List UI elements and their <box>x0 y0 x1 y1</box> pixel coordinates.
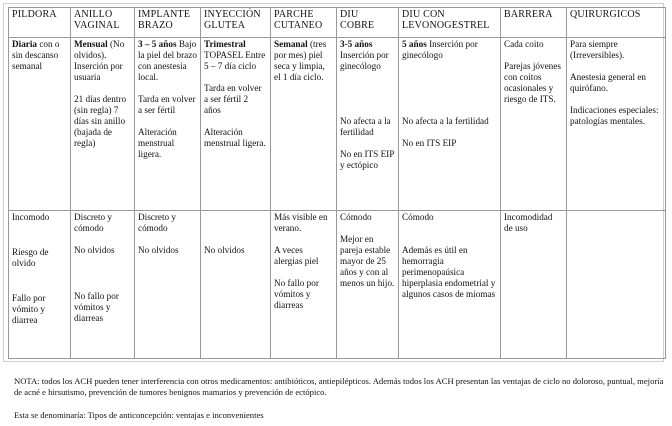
cell-text: No fallo por vómitos y diarreas <box>274 278 319 310</box>
cell-text: No olvidos <box>204 245 245 255</box>
cell-barrera <box>501 38 567 211</box>
cell-text: No en ITS EIP <box>402 138 457 148</box>
header-cell: PARCHE CUTANEO <box>271 8 337 38</box>
cell-bold: 3-5 años <box>340 39 373 49</box>
table-frame <box>3 3 664 362</box>
cell-quirurgicos <box>567 38 666 211</box>
contraception-table <box>8 7 666 359</box>
cell-inyeccion <box>201 38 271 211</box>
cell-text: No olvidos <box>138 245 179 255</box>
cell-text: No en ITS EIP y ectópico <box>340 149 395 170</box>
cell-text: Alteración menstrual ligera. <box>138 127 177 159</box>
cell-text: Discreto y cómodo <box>74 212 113 233</box>
pros-cons-row <box>9 211 666 359</box>
cell-text: A veces alergias piel <box>274 245 319 266</box>
cell-pildora <box>9 38 71 211</box>
cell-text: con o sin descanso semanal <box>12 39 60 71</box>
cell-text: Bajo la piel del brazo con anestesia local. <box>138 39 197 82</box>
cell-diu-cobre <box>337 38 399 211</box>
cell-text: Tarda en volver a ser fértil <box>138 94 196 115</box>
footnote: NOTA: todos los ACH pueden tener interferencia con otros medicamentos: antibióticos, antiepilépticos. Además todos los ACH presentan las ventajas de ciclo no doloroso, puntual, mejoría de acné e hirsutismo, prevención de tumores benignos mamarios y prevención de ectópico. <box>14 376 664 397</box>
cell-pildora <box>9 211 71 359</box>
cell-text: (tres por mes) piel seca y limpia, el 1 día ciclo. <box>274 39 327 82</box>
cell-anillo <box>71 38 135 211</box>
header-cell: DIU CON LEVONOGESTREL <box>399 8 501 38</box>
cell-text: Tarda en volver a ser fértil 2 años <box>204 83 262 115</box>
cell-text: Alteración menstrual ligera. <box>204 127 266 148</box>
header-cell: IMPLANTE BRAZO <box>135 8 201 38</box>
denomination-caption: Esta se denominaría: Tipos de anticoncepción: ventajas e inconvenientes <box>14 410 264 420</box>
cell-text: Cómodo <box>340 212 372 222</box>
cell-text: Además es útil en hemorragia perimenopaúsica hiperplasia endometrial y algunos casos de miomas <box>402 245 496 299</box>
cell-bold: 5 años <box>402 39 427 49</box>
header-cell: ANILLO VAGINAL <box>71 8 135 38</box>
cell-text: Más visible en verano. <box>274 212 328 233</box>
cell-implante <box>135 38 201 211</box>
cell-text: TOPASEL Entre 5 – 7 día ciclo <box>204 50 266 71</box>
cell-text: Incomodidad de uso <box>504 212 553 233</box>
cell-bold: Diaria <box>12 39 38 49</box>
cell-text: Para siempre (Irreversibles). <box>570 39 625 60</box>
cell-text: Parejas jóvenes con coitos ocasionales y riesgo de ITS. <box>504 61 561 104</box>
cell-text: No fallo por vómitos y diarreas <box>74 291 119 323</box>
cell-text: Discreto y cómodo <box>138 212 177 233</box>
cell-diu-levonogestrel <box>399 38 501 211</box>
header-cell: PILDORA <box>9 8 71 38</box>
cell-bold: Mensual <box>74 39 108 49</box>
header-cell: INYECCIÓN GLUTEA <box>201 8 271 38</box>
cell-diu-cobre <box>337 211 399 359</box>
cell-bold: 3 – 5 años <box>138 39 177 49</box>
cell-text: 21 días dentro (sin regla) 7 días sin anillo (bajada de regla) <box>74 94 127 148</box>
cell-bold: Trimestral <box>204 39 246 49</box>
cell-text: Fallo por vómito y diarrea <box>12 293 46 325</box>
cell-diu-levonogestrel <box>399 211 501 359</box>
cell-text: Inserción por usuaria <box>74 61 123 82</box>
cell-implante <box>135 211 201 359</box>
cell-text: (No olvidos). <box>74 39 125 60</box>
cell-text: Cómodo <box>402 212 434 222</box>
header-cell: DIU COBRE <box>337 8 399 38</box>
header-cell: BARRERA <box>501 8 567 38</box>
cell-text: Cada coito <box>504 39 544 49</box>
cell-quirurgicos <box>567 211 666 359</box>
cell-text: Indicaciones especiales: patologías mentales. <box>570 105 659 126</box>
cell-text: Riesgo de olvido <box>12 247 49 268</box>
cell-text: Inserción por ginecólogo <box>402 39 478 60</box>
cell-barrera <box>501 211 567 359</box>
cell-text: Mejor en pareja estable mayor de 25 años y con al menos un hijo. <box>340 234 395 288</box>
frequency-row <box>9 38 666 211</box>
cell-text: No afecta a la fertilidad <box>402 116 489 126</box>
cell-anillo <box>71 211 135 359</box>
cell-bold: Semanal <box>274 39 308 49</box>
cell-parche <box>271 211 337 359</box>
cell-text: Inserción por ginecólogo <box>340 50 389 71</box>
cell-inyeccion <box>201 211 271 359</box>
cell-parche <box>271 38 337 211</box>
cell-text: No olvidos <box>74 245 115 255</box>
header-row <box>9 8 666 38</box>
cell-text: Anestesia general en quirófano. <box>570 72 647 93</box>
cell-text: Incomodo <box>12 212 50 222</box>
header-cell: QUIRURGICOS <box>567 8 666 38</box>
cell-text: No afecta a la fertilidad <box>340 116 391 137</box>
